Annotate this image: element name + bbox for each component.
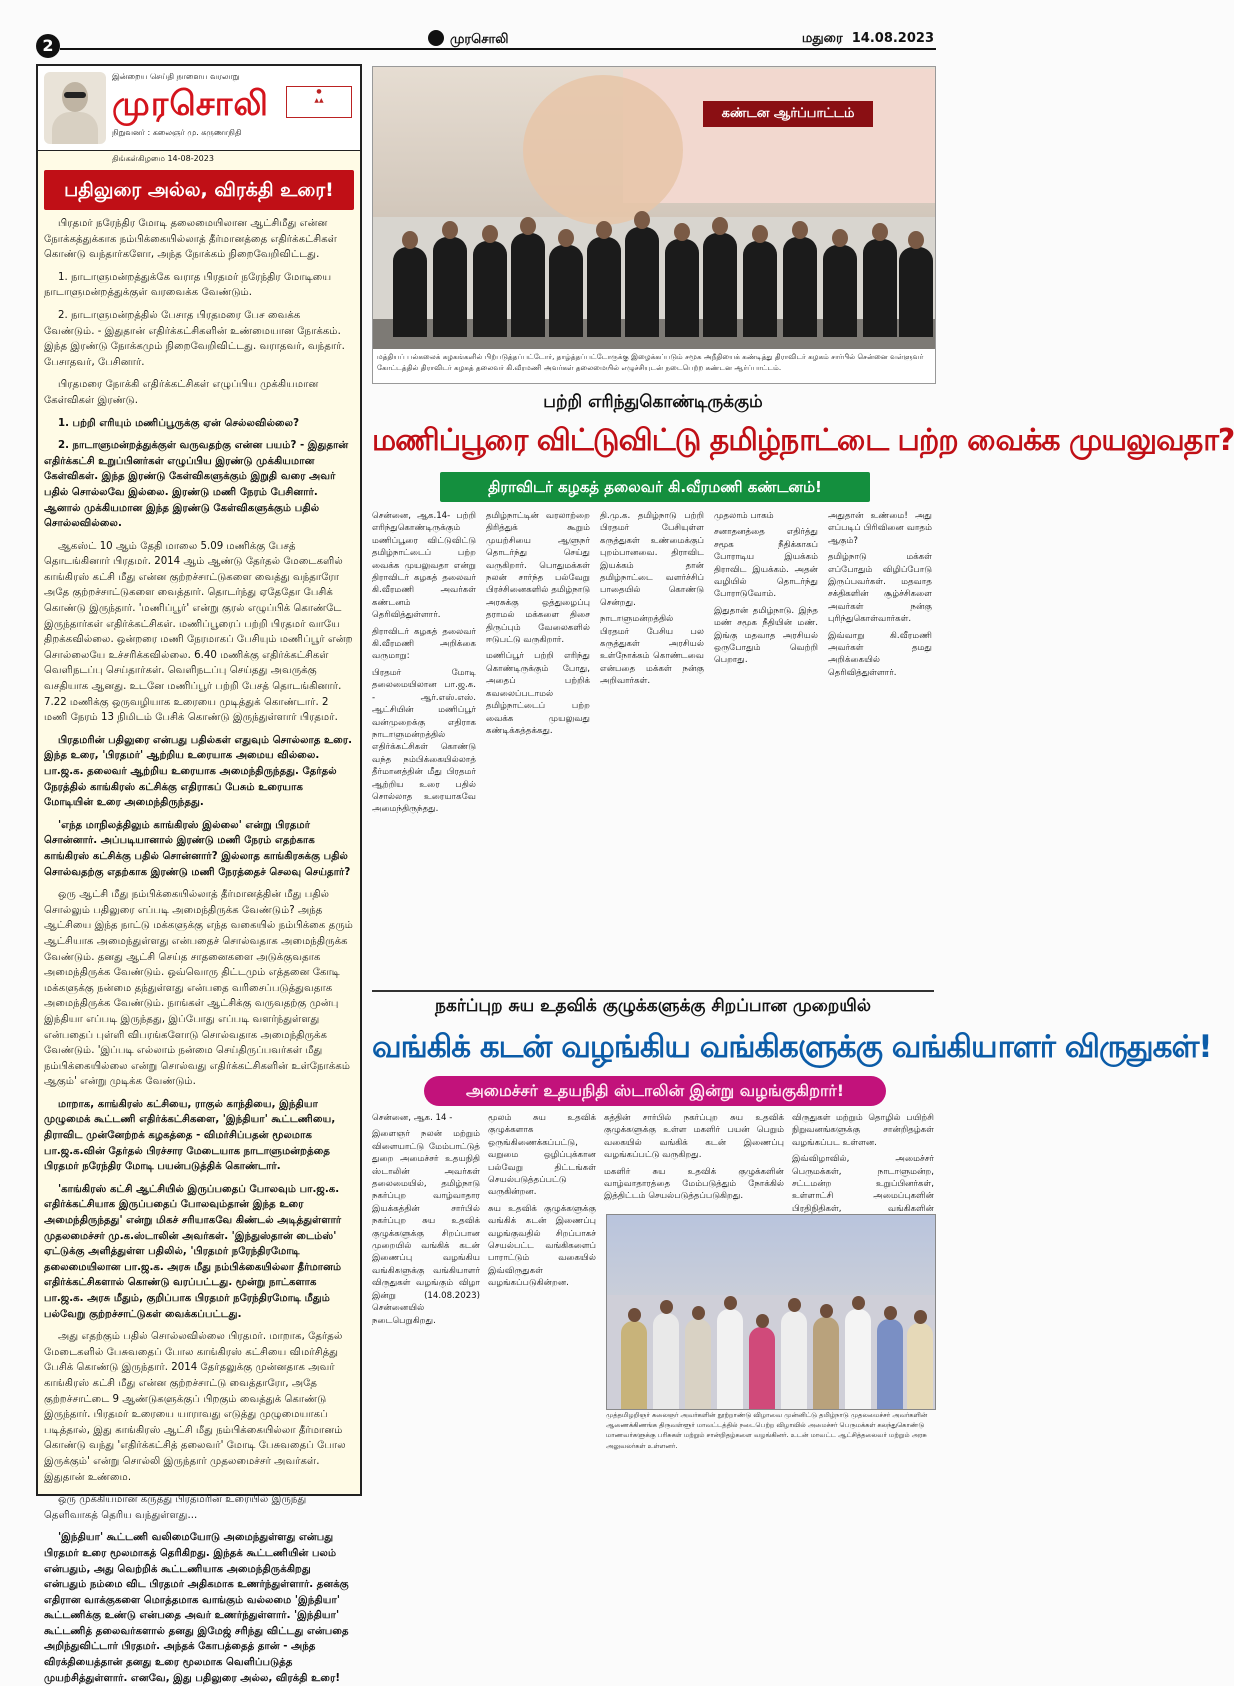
header-rule <box>60 48 936 50</box>
story1-subhead: திராவிடர் கழகத் தலைவர் கி.வீரமணி கண்டனம்! <box>440 472 870 502</box>
masthead <box>38 66 360 151</box>
attendee-figure <box>877 1319 903 1409</box>
editorial-paragraph: பிரதமரின் பதிலுரை என்பது பதில்கள் எதுவும் சொல்லாத உரை. இந்த உரை, 'பிரதமர்' ஆற்றிய உரையாக அமைய வில்லை. பா.ஜ.க. தலைவர் ஆற்றிய உரையாக அமைந்திருந்தது. தேர்தல் நேரத்தில் காங்கிரஸ் கட்சிக்கு எதிராகப் பேசும் உரையாக மோடியின் உரை அமைந்திருந்தது. <box>44 734 353 809</box>
banner-portrait <box>523 75 683 225</box>
attendee-figure <box>653 1313 679 1409</box>
column-paragraph: தமிழ்நாட்டின் வரலாற்றை திரித்துக் கூறும் முயற்சியை ஆளுநர் தொடர்ந்து செய்து வருகிறார். பொதுமக்கள் நலன் சார்ந்த பல்வேறு பிரச்சினைகளில் தமிழ்நாடு அரசுக்கு ஒத்துழைப்பு தராமல் மக்களை திசை திருப்பும் வேலைகளில் ஈடுபட்டு வருகிறார். <box>486 511 590 646</box>
column-paragraph: திராவிடர் கழகத் தலைவர் கி.வீரமணி அறிக்கை வருமாறு: <box>372 626 476 662</box>
text-column <box>714 510 818 984</box>
story2-headline: வங்கிக் கடன் வழங்கிய வங்கிகளுக்கு வங்கியாளர் விருதுகள்! <box>372 1029 1212 1065</box>
attendee-figure <box>907 1323 933 1409</box>
text-column <box>600 510 704 984</box>
protester-figure <box>823 245 857 337</box>
editorial-paragraph: 1. நாடாளுமன்றத்துக்கே வராத பிரதமர் நரேந்திர மோடியை நாடாளுமன்றத்துக்குள் வரவைக்க வேண்டும். <box>44 271 332 299</box>
protester-figure <box>743 241 777 337</box>
column-paragraph: சென்னை, ஆக. 14 - <box>372 1113 453 1123</box>
text-column <box>372 1112 480 1331</box>
edition-text: மதுரை <box>801 31 843 46</box>
protester-figure <box>703 233 737 337</box>
column-paragraph: தமிழ்நாடு மக்கள் எப்போதும் விழிப்போடு இருப்பவர்கள். மதவாத சக்திகளின் சூழ்ச்சிகளை அவர்கள் நன்கு புரிந்துகொள்வார்கள். <box>828 552 932 625</box>
protester-figure <box>863 239 897 337</box>
column-paragraph: இவ்விழாவில், அமைச்சர் பெருமக்கள், நாடாளுமன்ற, சட்டமன்ற உறுப்பினர்கள், உள்ளாட்சி அமைப்புகளின் பிரதிநிதிகள், வங்கிகளின் <box>792 1154 934 1214</box>
attendee-figure <box>717 1309 743 1409</box>
founder-portrait <box>44 72 106 144</box>
editorial-paragraph: அது எதற்கும் பதில் சொல்லவில்லை பிரதமர். மாறாக, தேர்தல் மேடைகளில் பேசுவதைப் போல காங்கிரஸ் கட்சியை விமர்சித்து பேசிக் கொண்டு இருந்தார். 2014 தேர்தலுக்கு முன்னதாக அவர் காங்கிரஸ் கட்சி மீது என்ன குற்றச்சாட்டு வைத்தாரோ, அதே குற்றச்சாட்டை 9 ஆண்டுகளுக்குப் பிறகும் வைத்துக் கொண்டு இருந்தார். பிரதமர் உரையை யாராவது எடுத்து முழுமையாகப் படித்தால், இது காங்கிரஸ் ஆட்சி மீது நம்பிக்கையில்லா தீர்மானம் கொண்டு வந்து 'எதிர்க்கட்சித் தலைவர்' மோடி பேசுவதைப் போல இருக்கும்' என்று சொல்லி இருந்தார் முதலமைச்சர் அவர்கள். இதுதான் உண்மை. <box>44 1331 346 1483</box>
story-separator <box>372 990 934 992</box>
page-number: 2 <box>36 34 60 58</box>
attendee-figure <box>621 1321 647 1409</box>
photo-caption: மத்தியப் பல்கலைக் கழகங்களில் பிற்படுத்தப்பட்டோர், தாழ்த்தப்பட்டோருக்கு இழைக்கப்படும் சமூக அநீதியைக் கண்டித்து திராவிடர் கழகம் சார்பில் சென்னை வள்ளுவர் கோட்டத்தில் திராவிடர் கழகத் தலைவர் கி.வீரமணி அவர்கள் தலைமையில் எழுச்சியுடன் நடைபெற்ற கண்டன ஆர்ப்பாட்டம். <box>373 349 935 383</box>
editorial-paragraph: ஒரு ஆட்சி மீது நம்பிக்கையில்லாத் தீர்மானத்தின் மீது பதில் சொல்லும் பதிலுரை எப்படி அமைந்திருக்க வேண்டும்? அந்த ஆட்சியை இந்த நாட்டு மக்களுக்கு எந்த வகையில் நம்பிக்கை தரும் ஆட்சியாக அமைந்துள்ளது என்பதைச் சொல்வதாக அமைந்திருக்க வேண்டும். தனது ஆட்சி செய்த சாதனைகளை அடுக்குவதாக அமைந்திருக்க வேண்டும். ஒவ்வொரு திட்டமும் எத்தனை கோடி மக்களுக்கு நன்மை தந்துள்ளது என்பதை வரிசைப்படுத்துவதாக அமைந்திருக்க வேண்டும். நாங்கள் ஆட்சிக்கு வருவதற்கு முன்பு இந்தியா எப்படி இருந்தது, இப்போது எப்படி வளர்ந்துள்ளது என்பதைப் புள்ளி விபரங்களோடு சொல்வதாக அமைந்திருக்க வேண்டும். 'இப்படி எல்லாம் நன்மை செய்திருப்பவர்கள் மீது நம்பிக்கையில்லை என்று சொல்வது எதிர்க்கட்சிகளின் உள்நோக்கம் ஆகும்' என்று முடிக்க வேண்டும். <box>44 889 353 1088</box>
editorial-headline: பதிலுரை அல்ல, விரக்தி உரை! <box>44 170 354 210</box>
protester-figure <box>393 247 427 337</box>
paper-name-text: முரசொலி <box>450 32 509 47</box>
attendee-figure <box>845 1309 871 1409</box>
header-paper-name <box>420 30 517 48</box>
editorial-column <box>36 64 362 1684</box>
text-column <box>604 1112 784 1207</box>
column-paragraph: இளைஞர் நலன் மற்றும் விளையாட்டு மேம்பாட்டுத் துறை அமைச்சர் உதயநிதி ஸ்டாலின் அவர்கள் தலைமையில், தமிழ்நாடு நகர்ப்புற வாழ்வாதார இயக்கத்தின் சார்பில் நகர்ப்புற சுய உதவிக் குழுக்களுக்கு சிறப்பான முறையில் வங்கிக் கடன் இணைப்பு வழங்கிய வங்கிகளுக்கு வங்கியாளர் விருதுகள் வழங்கும் விழா இன்று (14.08.2023) சென்னையில் நடைபெறுகிறது. <box>372 1129 480 1326</box>
banner-title: கண்டன ஆர்ப்பாட்டம் <box>703 101 873 127</box>
column-paragraph: மகளிர் சுய உதவிக் குழுக்களின் வாழ்வாதாரத்தை மேம்படுத்தும் நோக்கில் இத்திட்டம் செயல்படுத்தப்படுகிறது. <box>604 1166 784 1202</box>
column-paragraph: அதுதான் உண்மை! அது எப்படிப் பிரிவினை வாதம் ஆகும்? <box>828 511 932 546</box>
protester-figure <box>899 247 933 337</box>
column-paragraph: சனாதனத்தை எதிர்த்து சமூக நீதிக்காகப் போராடிய இயக்கம் திராவிட இயக்கம். அதன் வழியில் தொடர்ந்து போராடுவோம். <box>714 527 818 600</box>
text-column <box>828 510 932 984</box>
protester-figure <box>511 233 545 337</box>
attendee-figure <box>781 1311 807 1409</box>
header-edition-date <box>794 31 934 47</box>
editorial-paragraph: 'காங்கிரஸ் கட்சி ஆட்சியில் இருப்பதைப் போலவும் பா.ஜ.க. எதிர்க்கட்சியாக இருப்பதைப் போலவும்தான் இந்த உரை அமைந்திருந்தது' என்று மிகச் சரியாகவே கிண்டல் அடித்துள்ளார் முதலமைச்சர் மு.க.ஸ்டாலின் அவர்கள். 'இந்துஸ்தான் டைம்ஸ்' ஏட்டுக்கு அளித்துள்ள பதிலில், 'பிரதமர் நரேந்திரமோடி தலைமையிலான பா.ஜ.க. அரசு மீது நம்பிக்கையில்லா தீர்மானம் எதிர்க்கட்சிகளால் கொண்டு வரப்பட்டது. மூன்று நாட்களாக பா.ஜ.க. அரசு மீதும், குறிப்பாக பிரதமர் நரேந்திரமோடி மீதும் பல்வேறு குற்றச்சாட்டுகள் வைக்கப்பட்டது. <box>44 1183 342 1320</box>
story2-kicker: நகர்ப்புற சுய உதவிக் குழுக்களுக்கு சிறப்பான முறையில் <box>435 996 871 1016</box>
column-paragraph: பிரதமர் மோடி தலைமையிலான பா.ஜ.க. - ஆர்.எஸ்.எஸ். ஆட்சியின் மணிப்பூர் வன்முறைக்கு எதிராக நாடாளுமன்றத்தில் எதிர்க்கட்சிகள் கொண்டு வந்த நம்பிக்கையில்லாத் தீர்மானத்தின் மீது பிரதமர் ஆற்றிய உரை பதில் சொல்லாத உரையாகவே அமைந்திருந்தது. <box>372 667 476 815</box>
protester-figure <box>587 237 621 337</box>
protest-photo <box>372 66 936 384</box>
editorial-dateline: திங்கள்கிழமை 14-08-2023 <box>112 154 214 163</box>
story1-body <box>372 510 934 984</box>
column-paragraph: முதலாம் பாகம் <box>714 511 774 521</box>
column-paragraph: விருதுகள் மற்றும் தொழில் பயிற்சி நிறுவனங்களுக்கு சான்றிதழ்கள் வழங்கப்பட உள்ளன. <box>792 1113 934 1148</box>
column-paragraph: சென்னை, ஆக.14- பற்றி எரிந்துகொண்டிருக்கும் மணிப்பூரை விட்டுவிட்டு தமிழ்நாட்டைப் பற்ற வைக்க முயலுவதா என்று திராவிடர் கழகத் தலைவர் கி.வீரமணி அவர்கள் கண்டனம் தெரிவித்துள்ளார். <box>372 511 476 621</box>
column-paragraph: தி.மு.க. தமிழ்நாடு பற்றி பிரதமர் பேசியுள்ள கருத்துகள் உண்மைக்குப் புறம்பானவை. திராவிட இயக்கம் தான் தமிழ்நாட்டை வளர்ச்சிப் பாதையில் கொண்டு சென்றது. <box>600 511 704 608</box>
editorial-paragraph: 'எந்த மாநிலத்திலும் காங்கிரஸ் இல்லை' என்று பிரதமர் சொன்னார். அப்படியானால் இரண்டு மணி நேரம் எதற்காக காங்கிரஸ் கட்சிக்கு பதில் சொன்னார்? இல்லாத காங்கிரசுக்கு பதில் சொல்வதற்கு எதற்காக இரண்டு மணி நேரத்தைச் செலவு செய்தார்? <box>44 819 351 878</box>
attendee-figure <box>813 1317 839 1409</box>
editorial-body <box>44 216 354 1684</box>
portrait-body <box>52 112 98 144</box>
date-text: 14.08.2023 <box>851 31 934 46</box>
editorial-paragraph: ஒரு முக்கியமான கருத்து பிரதமரின் உரையில் இருந்து தெளிவாகத் தெரிய வந்துள்ளது... <box>44 1494 307 1521</box>
column-paragraph: மணிப்பூர் பற்றி எரிந்து கொண்டிருக்கும் போது, அதைப் பற்றிக் கவலைப்படாமல் தமிழ்நாட்டைப் பற்ற வைக்க முயலுவது கண்டிக்கத்தக்கது. <box>486 651 590 736</box>
editorial-paragraph: 'இந்தியா' கூட்டணி வலிமையோடு அமைந்துள்ளது என்பது பிரதமர் உரை மூலமாகத் தெரிகிறது. இந்தக் கூட்டணியின் பலம் என்பதும், அது வெற்றிக் கூட்டணியாக அமைந்திருக்கிறது என்பதும் நம்மை விட பிரதமர் அதிகமாக உணர்ந்துள்ளார். தனக்கு எதிரான வாக்குகளை மொத்தமாக வாங்கும் வல்லமை 'இந்தியா' கூட்டணிக்கு உண்டு என்பதை அவர் உணர்ந்துள்ளார். 'இந்தியா' கூட்டணித் தலைவர்களால் தனது இமேஜ் சரிந்து விட்டது என்பதை அறிந்துவிட்டார் பிரதமர். அந்தக் கோபத்தைத் தான் - அந்த விரக்தியைத்தான் தனது உரை மூலமாக வெளிப்படுத்த முயற்சித்துள்ளார். எனவே, இது பதிலுரை அல்ல, விரக்தி உரை! <box>44 1532 349 1684</box>
column-paragraph: கத்தின் சார்பில் நகர்ப்புற சுய உதவிக் குழுக்களுக்கு உள்ள மகளிர் பயன் பெறும் வகையில் வங்கிக் கடன் இணைப்பு வழங்கப்பட்டு வருகிறது. <box>604 1113 784 1161</box>
editorial-paragraph: மாறாக, காங்கிரஸ் கட்சியை, ராகுல் காந்தியை, இந்தியா முழுமைக் கூட்டணி எதிர்க்கட்சிகளை, 'இந்தியா' கூட்டணியை, திராவிட முன்னேற்றக் கழகத்தை - விமர்சிப்பதன் மூலமாக பா.ஜ.க.வின் தேர்தல் பிரச்சார மேடையாக நாடாளுமன்றத்தை பிரதமர் நரேந்திர மோடி பயன்படுத்திக் கொண்டார். <box>44 1098 336 1173</box>
protester-figure <box>783 237 817 337</box>
protester-figure <box>665 239 699 337</box>
masthead-founder: நிறுவனர் : கலைஞர் மு. கருணாநிதி <box>112 128 242 137</box>
masthead-seal-icon: ● ▲▲ <box>286 86 352 118</box>
attendee-figure <box>685 1319 711 1409</box>
story1-kicker: பற்றி எரிந்துகொண்டிருக்கும் <box>543 392 763 412</box>
award-photo-caption: முத்தமிழறிஞர் கலைஞர் அவர்களின் நூற்றாண்டு விழாவை முன்னிட்டு தமிழ்நாடு முதலமைச்சர் அவர்களின் ஆணைக்கிணங்க திருவள்ளூர் மாவட்டத்தில் நடைபெற்ற விழாவில் அமைச்சர் பெருமக்கள் கலந்துகொண்டு மாணவர்களுக்கு பரிசுகள் மற்றும் சான்றிதழ்களை வழங்கினர். உடன் மாவட்ட ஆட்சித்தலைவர் மற்றும் அரசு அலுவலர்கள் உள்ளனர். <box>606 1411 928 1450</box>
editorial-paragraph: 2. நாடாளுமன்றத்துக்குள் வருவதற்கு என்ன பயம்? - இதுதான் எதிர்க்கட்சி உறுப்பினர்கள் எழுப்பிய இரண்டு முக்கியமான கேள்விகள். இந்த இரண்டு கேள்விகளுக்கும் இறுதி வரை அவர் பதில் சொல்லவே இல்லை. இரண்டு மணி நேரம் பேசினார். ஆனால் முக்கியமான இந்த இரண்டு கேள்விகளுக்கும் பதில் சொல்லவில்லை. <box>44 440 349 530</box>
story1-headline: மணிப்பூரை விட்டுவிட்டு தமிழ்நாட்டை பற்ற வைக்க முயலுவதா? <box>372 423 1234 458</box>
editorial-paragraph: பிரதமரை நோக்கி எதிர்க்கட்சிகள் எழுப்பிய முக்கியமான கேள்விகள் இரண்டு. <box>44 379 319 406</box>
protester-figure <box>549 245 583 337</box>
page-header <box>0 0 972 58</box>
column-paragraph: மூலம் சுய உதவிக் குழுக்களாக ஒருங்கிணைக்கப்பட்டு, வறுமை ஒழிப்புக்கான பல்வேறு திட்டங்கள் செயல்படுத்தப்பட்டு வருகின்றன. <box>488 1113 596 1198</box>
protester-figure <box>433 237 467 337</box>
editorial-paragraph: 2. நாடாளுமன்றத்தில் பேசாத பிரதமரை பேச வைக்க வேண்டும். - இதுதான் எதிர்க்கட்சிகளின் உண்மையான நோக்கம். இந்த இரண்டு நோக்கமும் நிறைவேறிவிட்டது. வராதவர், வந்தார். பேசாதவர், பேசினார். <box>44 309 345 368</box>
masthead-logo: முரசொலி <box>112 84 269 124</box>
editorial-paragraph: 1. பற்றி எரியும் மணிப்பூருக்கு ஏன் செல்லவில்லை? <box>58 417 300 429</box>
editorial-paragraph: பிரதமர் நரேந்திர மோடி தலைமையிலான ஆட்சிமீது என்ன நோக்கத்துக்காக நம்பிக்கையில்லாத் தீர்மானத்தை எதிர்க்கட்சிகள் கொண்டு வந்தார்களோ, அந்த நோக்கம் நிறைவேறிவிட்டது. <box>44 218 337 261</box>
masthead-tagline: இன்றைய செய்தி நாளைய வரலாறு <box>112 72 240 81</box>
editorial-paragraph: ஆகஸ்ட் 10 ஆம் தேதி மாலை 5.09 மணிக்கு பேசத் தொடங்கினார் பிரதமர். 2014 ஆம் ஆண்டு தேர்தல் மேடைகளில் காங்கிரஸ் கட்சி மீது என்ன குற்றச்சாட்டுகளை வைத்து வந்தாரோ அதே குற்றச்சாட்டுகளை வைத்தார். தொடர்ந்து ஏதேதோ பேசிக் கொண்டு இருந்தார். 'மணிப்பூர்' என்று குரல் எழுப்பிக் கொண்டே இருந்தார்கள் எதிர்க்கட்சிகள். மணிப்பூரைப் பற்றி பிரதமர் வாயே திறக்கவில்லை. ஒன்றரை மணி நேரமாகப் பேசியும் மணிப்பூர் என்ற சொல்லையே உச்சரிக்கவில்லை. 6.40 மணிக்கு எதிர்க்கட்சிகள் வெளிநடப்பு செய்தார்கள். வெளிநடப்பு செய்தது அவருக்கு வசதியாக ஆனது. உடனே மணிப்பூர் பற்றி பேசத் தொடங்கினார். 7.22 மணிக்கு ஒருவழியாக உரையை முடித்துக் கொண்டார். 2 மணி நேரம் 13 நிமிடம் பேசிக் கொண்டு இருந்துள்ளார் பிரதமர். <box>44 540 353 724</box>
column-paragraph: சுய உதவிக் குழுக்களுக்கு வங்கிக் கடன் இணைப்பு வழங்குவதில் சிறப்பாகச் செயல்பட்ட வங்கிகளைப் பாராட்டும் வகையில் இவ்விருதுகள் வழங்கப்படுகின்றன. <box>488 1203 596 1289</box>
paper-emblem-icon <box>428 30 444 46</box>
column-paragraph: இதுதான் தமிழ்நாடு. இந்த மண் சமூக நீதியின் மண். இங்கு மதவாத அரசியல் ஒருபோதும் வெற்றி பெறாது. <box>714 605 818 666</box>
event-backdrop <box>607 1215 935 1295</box>
protester-figure <box>473 241 507 337</box>
text-column <box>488 1112 596 1294</box>
column-paragraph: நாடாளுமன்றத்தில் பிரதமர் பேசிய பல கருத்துகள் அரசியல் உள்நோக்கம் கொண்டவை என்பதை மக்கள் நன்கு அறிவார்கள். <box>600 614 704 687</box>
attendee-figure <box>749 1327 775 1409</box>
text-column <box>372 510 476 984</box>
column-paragraph: இவ்வாறு கி.வீரமணி அவர்கள் தமது அறிக்கையில் தெரிவித்துள்ளார். <box>828 630 932 678</box>
award-event-photo <box>606 1214 936 1410</box>
portrait-glasses <box>64 92 86 98</box>
text-column <box>486 510 590 984</box>
protester-figure <box>625 227 659 337</box>
story2-subhead: அமைச்சர் உதயநிதி ஸ்டாலின் இன்று வழங்குகிறார்! <box>424 1076 886 1106</box>
